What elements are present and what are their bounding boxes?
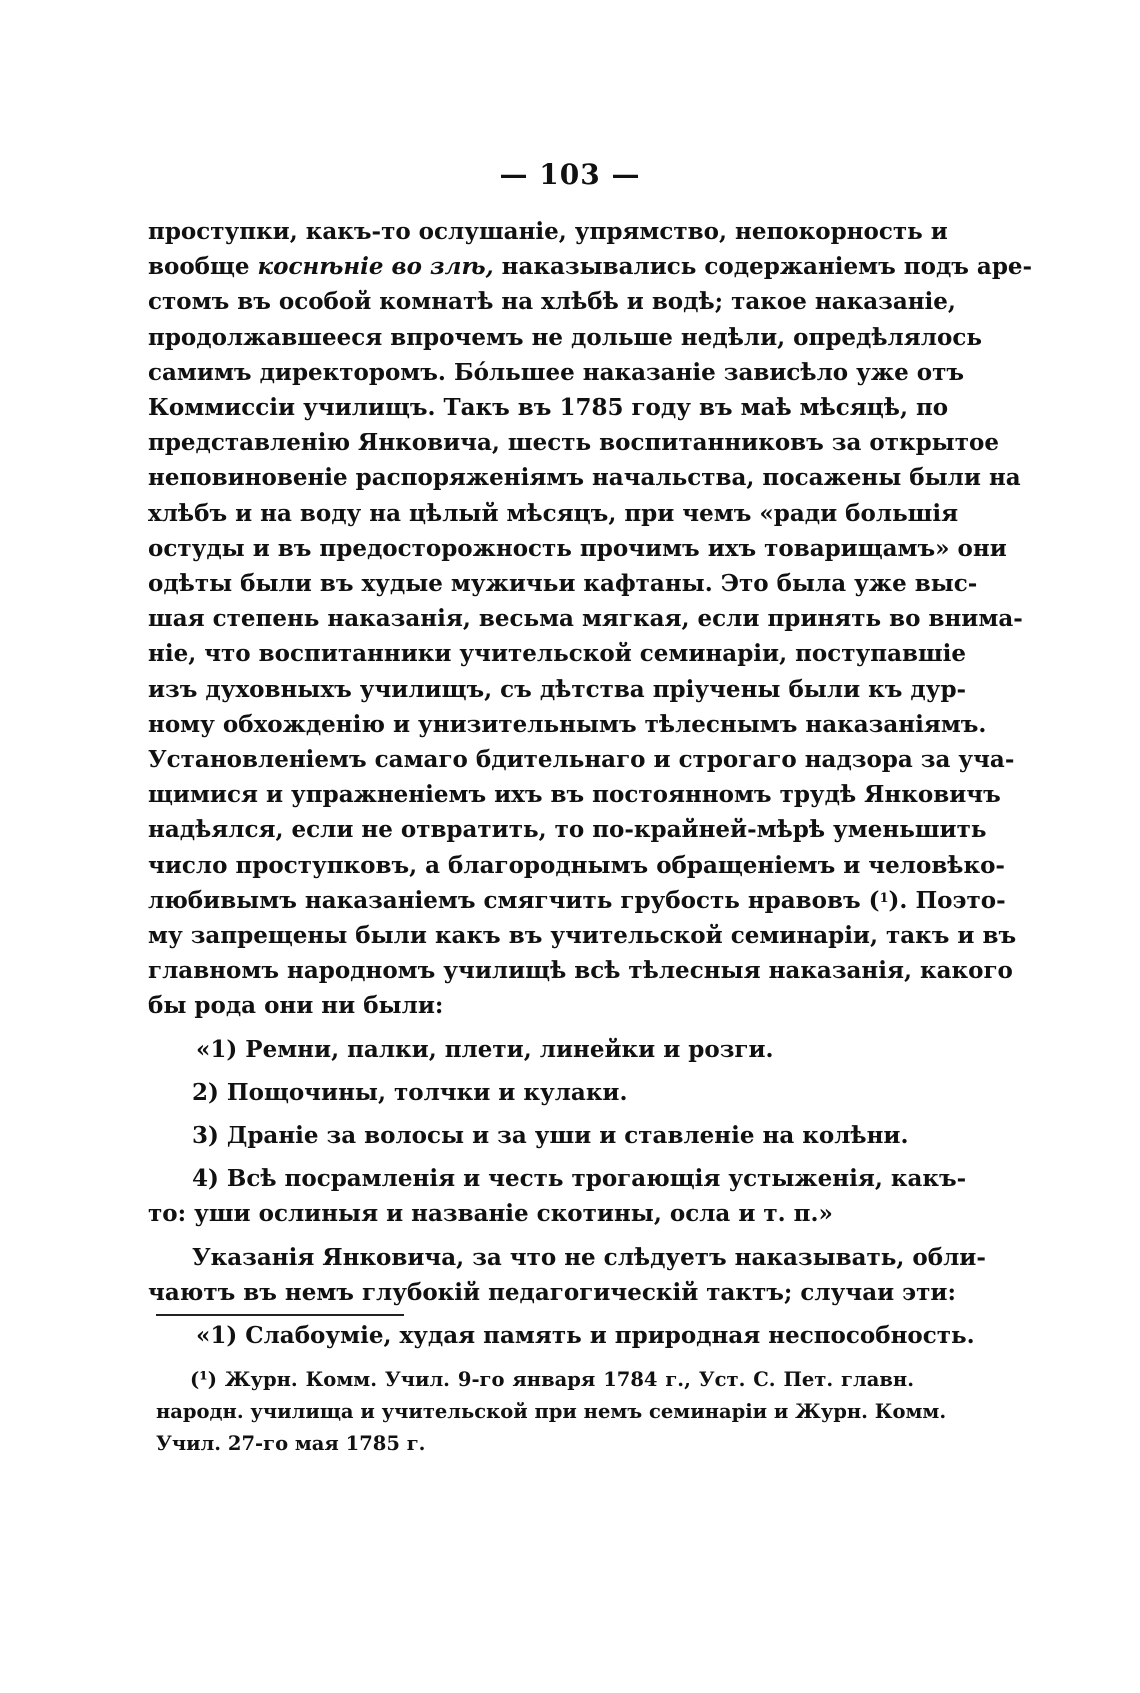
text-line: стомъ въ особой комнатѣ на хлѣбѣ и водѣ; такое наказаніе, <box>148 288 956 316</box>
text-line: щимися и упражненіемъ ихъ въ постоянномъ трудѣ Янковичъ <box>148 781 1001 809</box>
text-line: чаютъ въ немъ глубокій педагогическій тактъ; случаи эти: <box>148 1278 956 1306</box>
footnote <box>156 1364 947 1460</box>
text-line: му запрещены были какъ въ учительской семинаріи, такъ и въ <box>148 922 1017 950</box>
footnote-line: народн. училища и учительской при немъ семинаріи и Журн. Комм. <box>156 1400 947 1423</box>
text-line: главномъ народномъ училищѣ всѣ тѣлесныя наказанія, какого <box>148 957 1013 985</box>
list-item: «1) Слабоуміе, худая память и природная неспособность. <box>196 1322 975 1350</box>
footnote-line <box>156 1364 914 1396</box>
text-fragment: вообще <box>148 253 250 281</box>
list-item: 2) Пощочины, толчки и кулаки. <box>192 1078 628 1106</box>
text-line: шая степень наказанія, весьма мягкая, если принять во внима- <box>148 605 1023 633</box>
text-line: остуды и въ предосторожность прочимъ ихъ товарищамъ» они <box>148 534 1007 562</box>
footnote-marker: (¹) <box>190 1368 217 1391</box>
text-line: Указанія Янковича, за что не слѣдуетъ наказывать, обли- <box>192 1243 986 1271</box>
text-line: надѣялся, если не отвратить, то по-крайней-мѣрѣ уменьшить <box>148 816 987 844</box>
text-line <box>148 883 1006 918</box>
text-line: самимъ директоромъ. Бо́льшее наказаніе зависѣло уже отъ <box>148 358 964 386</box>
text-line <box>148 249 1033 284</box>
list-item: «1) Ремни, палки, плети, линейки и розги. <box>196 1035 774 1063</box>
italic-phrase: коснѣніе во злѣ, <box>257 253 494 281</box>
text-line: то: уши ослиныя и названіе скотины, осла и т. п.» <box>148 1200 833 1228</box>
text-fragment: наказывались содержаніемъ подъ аре- <box>501 253 1033 281</box>
text-line: ніе, что воспитанники учительской семинаріи, поступавшіе <box>148 640 967 668</box>
text-line: одѣты были въ худые мужичьи кафтаны. Это была уже выс- <box>148 570 978 598</box>
text-line: Установленіемъ самаго бдительнаго и строгаго надзора за уча- <box>148 746 1015 774</box>
list-item: 4) Всѣ посрамленія и честь трогающія устыженія, какъ- <box>192 1165 967 1193</box>
text-line: хлѣбъ и на воду на цѣлый мѣсяцъ, при чемъ «ради большія <box>148 499 959 527</box>
text-fragment: любивымъ наказаніемъ смягчить грубость нравовъ <box>148 886 861 914</box>
footnote-line: Учил. 27-го мая 1785 г. <box>156 1432 426 1455</box>
footnote-reference: ($^1$). <box>868 886 908 914</box>
text-line: продолжавшееся впрочемъ не дольше недѣли, опредѣлялось <box>148 323 982 351</box>
text-line: число проступковъ, а благороднымъ обращеніемъ и человѣко- <box>148 851 1005 879</box>
footnote-divider <box>156 1314 404 1316</box>
text-line: ному обхожденію и унизительнымъ тѣлеснымъ наказаніямъ. <box>148 710 987 738</box>
main-text <box>148 214 1033 1353</box>
text-line: неповиновеніе распоряженіямъ начальства, посажены были на <box>148 464 1021 492</box>
page-number: — 103 — <box>499 158 641 191</box>
text-fragment: Журн. Комм. Учил. 9-го января 1784 г., Уст. С. Пет. главн. <box>224 1368 914 1391</box>
text-line: бы рода они ни были: <box>148 992 444 1020</box>
text-line: проступки, какъ-то ослушаніе, упрямство, непокорность и <box>148 218 948 245</box>
list-item: 3) Драніе за волосы и за уши и ставленіе на колѣни. <box>192 1122 909 1150</box>
text-line: представленію Янковича, шесть воспитанниковъ за открытое <box>148 429 999 457</box>
text-line: Коммиссіи училищъ. Такъ въ 1785 году въ маѣ мѣсяцѣ, по <box>148 394 949 422</box>
text-line: изъ духовныхъ училищъ, съ дѣтства пріучены были къ дур- <box>148 675 967 703</box>
text-fragment: Поэто- <box>915 886 1006 914</box>
